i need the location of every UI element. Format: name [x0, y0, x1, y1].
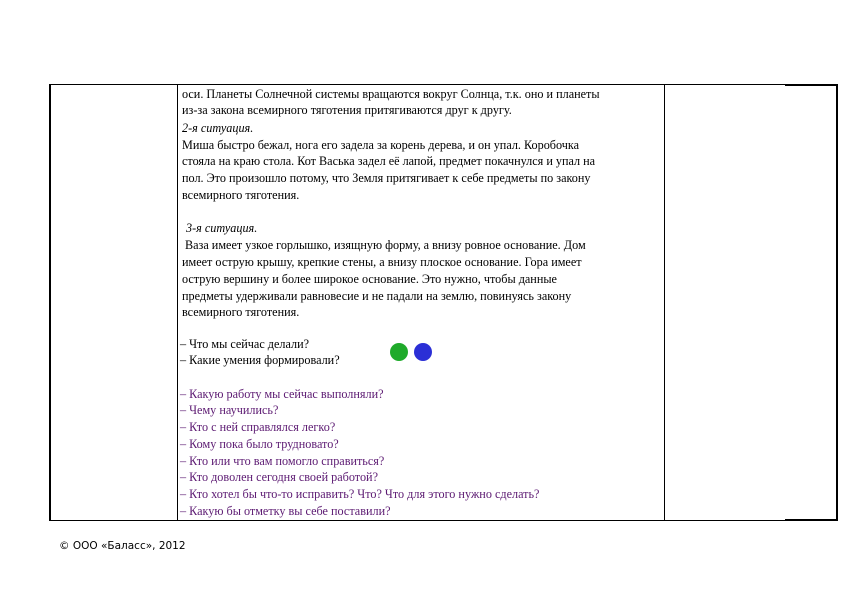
text-line: оси. Планеты Солнечной системы вращаются вокруг Солнца, т.к. оно и планеты: [182, 87, 600, 101]
text-line: из-за закона всемирного тяготения притягиваются друг к другу.: [182, 103, 512, 117]
blue-dot-icon: [414, 343, 432, 361]
reflection-question: – Чему научились?: [180, 403, 279, 417]
reflection-question: – Кто или что вам помогло справиться?: [180, 454, 385, 468]
situation-heading: 2-я ситуация.: [182, 121, 254, 135]
table-col-divider-1: [177, 84, 178, 521]
question-line: – Что мы сейчас делали?: [180, 337, 310, 351]
text-line: Миша быстро бежал, нога его задела за корень дерева, и он упал. Коробочка: [182, 138, 580, 152]
text-line: пол. Это произошло потому, что Земля притягивает к себе предметы по закону: [182, 171, 591, 185]
table-bottom-border: [49, 520, 838, 521]
text-line: Ваза имеет узкое горлышко, изящную форму, а внизу ровное основание. Дом: [185, 238, 586, 252]
text-line: всемирного тяготения.: [182, 305, 300, 319]
table-right-border: [836, 84, 838, 521]
situation-heading: 3-я ситуация.: [186, 221, 258, 235]
text-line: предметы удерживали равновесие и не падали на землю, повинуясь закону: [182, 289, 572, 303]
question-line: – Какие умения формировали?: [180, 353, 340, 367]
table-right-cell-top: [785, 84, 838, 86]
reflection-question: – Какую бы отметку вы себе поставили?: [180, 504, 391, 518]
table-top-border: [49, 84, 838, 85]
text-line: острую вершину и более широкое основание. Это нужно, чтобы данные: [182, 272, 557, 286]
table-col-divider-2: [664, 84, 665, 521]
copyright-footer: © ООО «Баласс», 2012: [59, 540, 186, 552]
text-line: всемирного тяготения.: [182, 188, 300, 202]
reflection-question: – Кто доволен сегодня своей работой?: [180, 470, 378, 484]
reflection-question: – Какую работу мы сейчас выполняли?: [180, 387, 384, 401]
reflection-question: – Кто с ней справлялся легко?: [180, 420, 336, 434]
reflection-question: – Кто хотел бы что-то исправить? Что? Что для этого нужно сделать?: [180, 487, 540, 501]
green-dot-icon: [390, 343, 408, 361]
text-line: стояла на краю стола. Кот Васька задел её лапой, предмет покачнулся и упал на: [182, 154, 596, 168]
text-line: имеет острую крышу, крепкие стены, а внизу плоское основание. Гора имеет: [182, 255, 582, 269]
reflection-question: – Кому пока было трудновато?: [180, 437, 339, 451]
table-right-cell-bottom: [785, 519, 838, 521]
table-left-border: [49, 84, 51, 521]
